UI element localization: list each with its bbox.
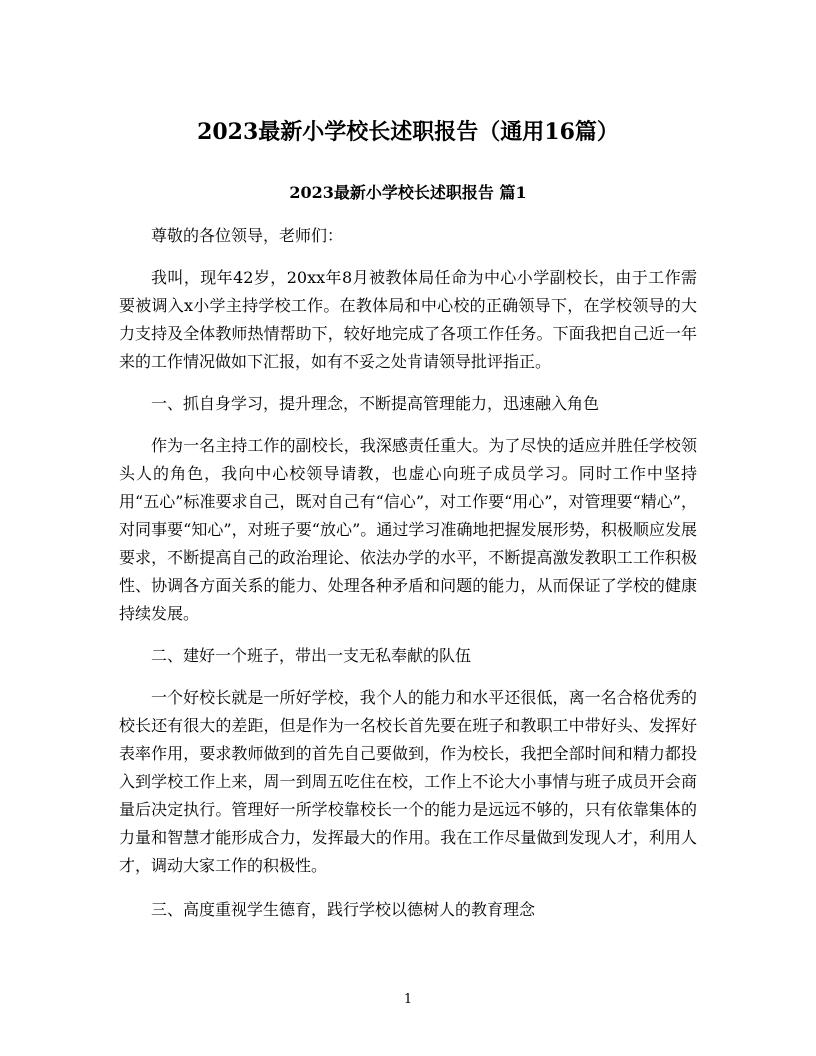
paragraph-1: 作为一名主持工作的副校长，我深感责任重大。为了尽快的适应并胜任学校领头人的角色，我向中心校领导请教，也虚心向班子成员学习。同时工作中坚持用“五心”标准要求自己，既对自己有“信心”，对工作要“用心”，对管理要“精心”，对同事要“知心”，对班子要“放心”。通过学习准确地把握发展形势，积极顺应发展要求，不断提高自己的政治理论、依法办学的水平，不断提高激发教职工工作积极性、协调各方面关系的能力、处理各种矛盾和问题的能力，从而保证了学校的健康持续发展。 [119, 436, 697, 623]
paragraph-2: 一个好校长就是一所好学校，我个人的能力和水平还很低，离一名合格优秀的校长还有很大的差距，但是作为一名校长首先要在班子和教职工中带好头、发挥好表率作用，要求教师做到的首先自己要做到，作为校长，我把全部时间和精力都投入到学校工作上来，周一到周五吃住在校，工作上不论大小事情与班子成员开会商量后决定执行。管理好一所学校靠校长一个的能力是远远不够的，只有依靠集体的力量和智慧才能形成合力，发挥最大的作用。我在工作尽量做到发现人才，利用人才，调动大家工作的积极性。 [119, 688, 697, 875]
heading-3: 三、高度重视学生德育，践行学校以德树人的教育理念 [151, 900, 536, 919]
heading-2: 二、建好一个班子，带出一支无私奉献的队伍 [151, 646, 472, 665]
section-title: 2023最新小学校长述职报告 篇1 [289, 183, 527, 202]
page-number: 1 [403, 992, 413, 1007]
heading-1: 一、抓自身学习，提升理念，不断提高管理能力，迅速融入角色 [151, 394, 600, 413]
document-title: 2023最新小学校长述职报告（通用16篇） [197, 119, 619, 145]
salutation-paragraph: 尊敬的各位领导，老师们： [151, 226, 344, 245]
intro-paragraph: 我叫，现年42岁，20xx年8月被教体局任命为中心小学副校长，由于工作需要被调入x小学主持学校工作。在教体局和中心校的正确领导下，在学校领导的大力支持及全体教师热情帮助下，较好地完成了各项工作任务。下面我把自己近一年来的工作情况做如下汇报，如有不妥之处肯请领导批评指正。 [119, 268, 697, 371]
document-body [119, 222, 697, 924]
